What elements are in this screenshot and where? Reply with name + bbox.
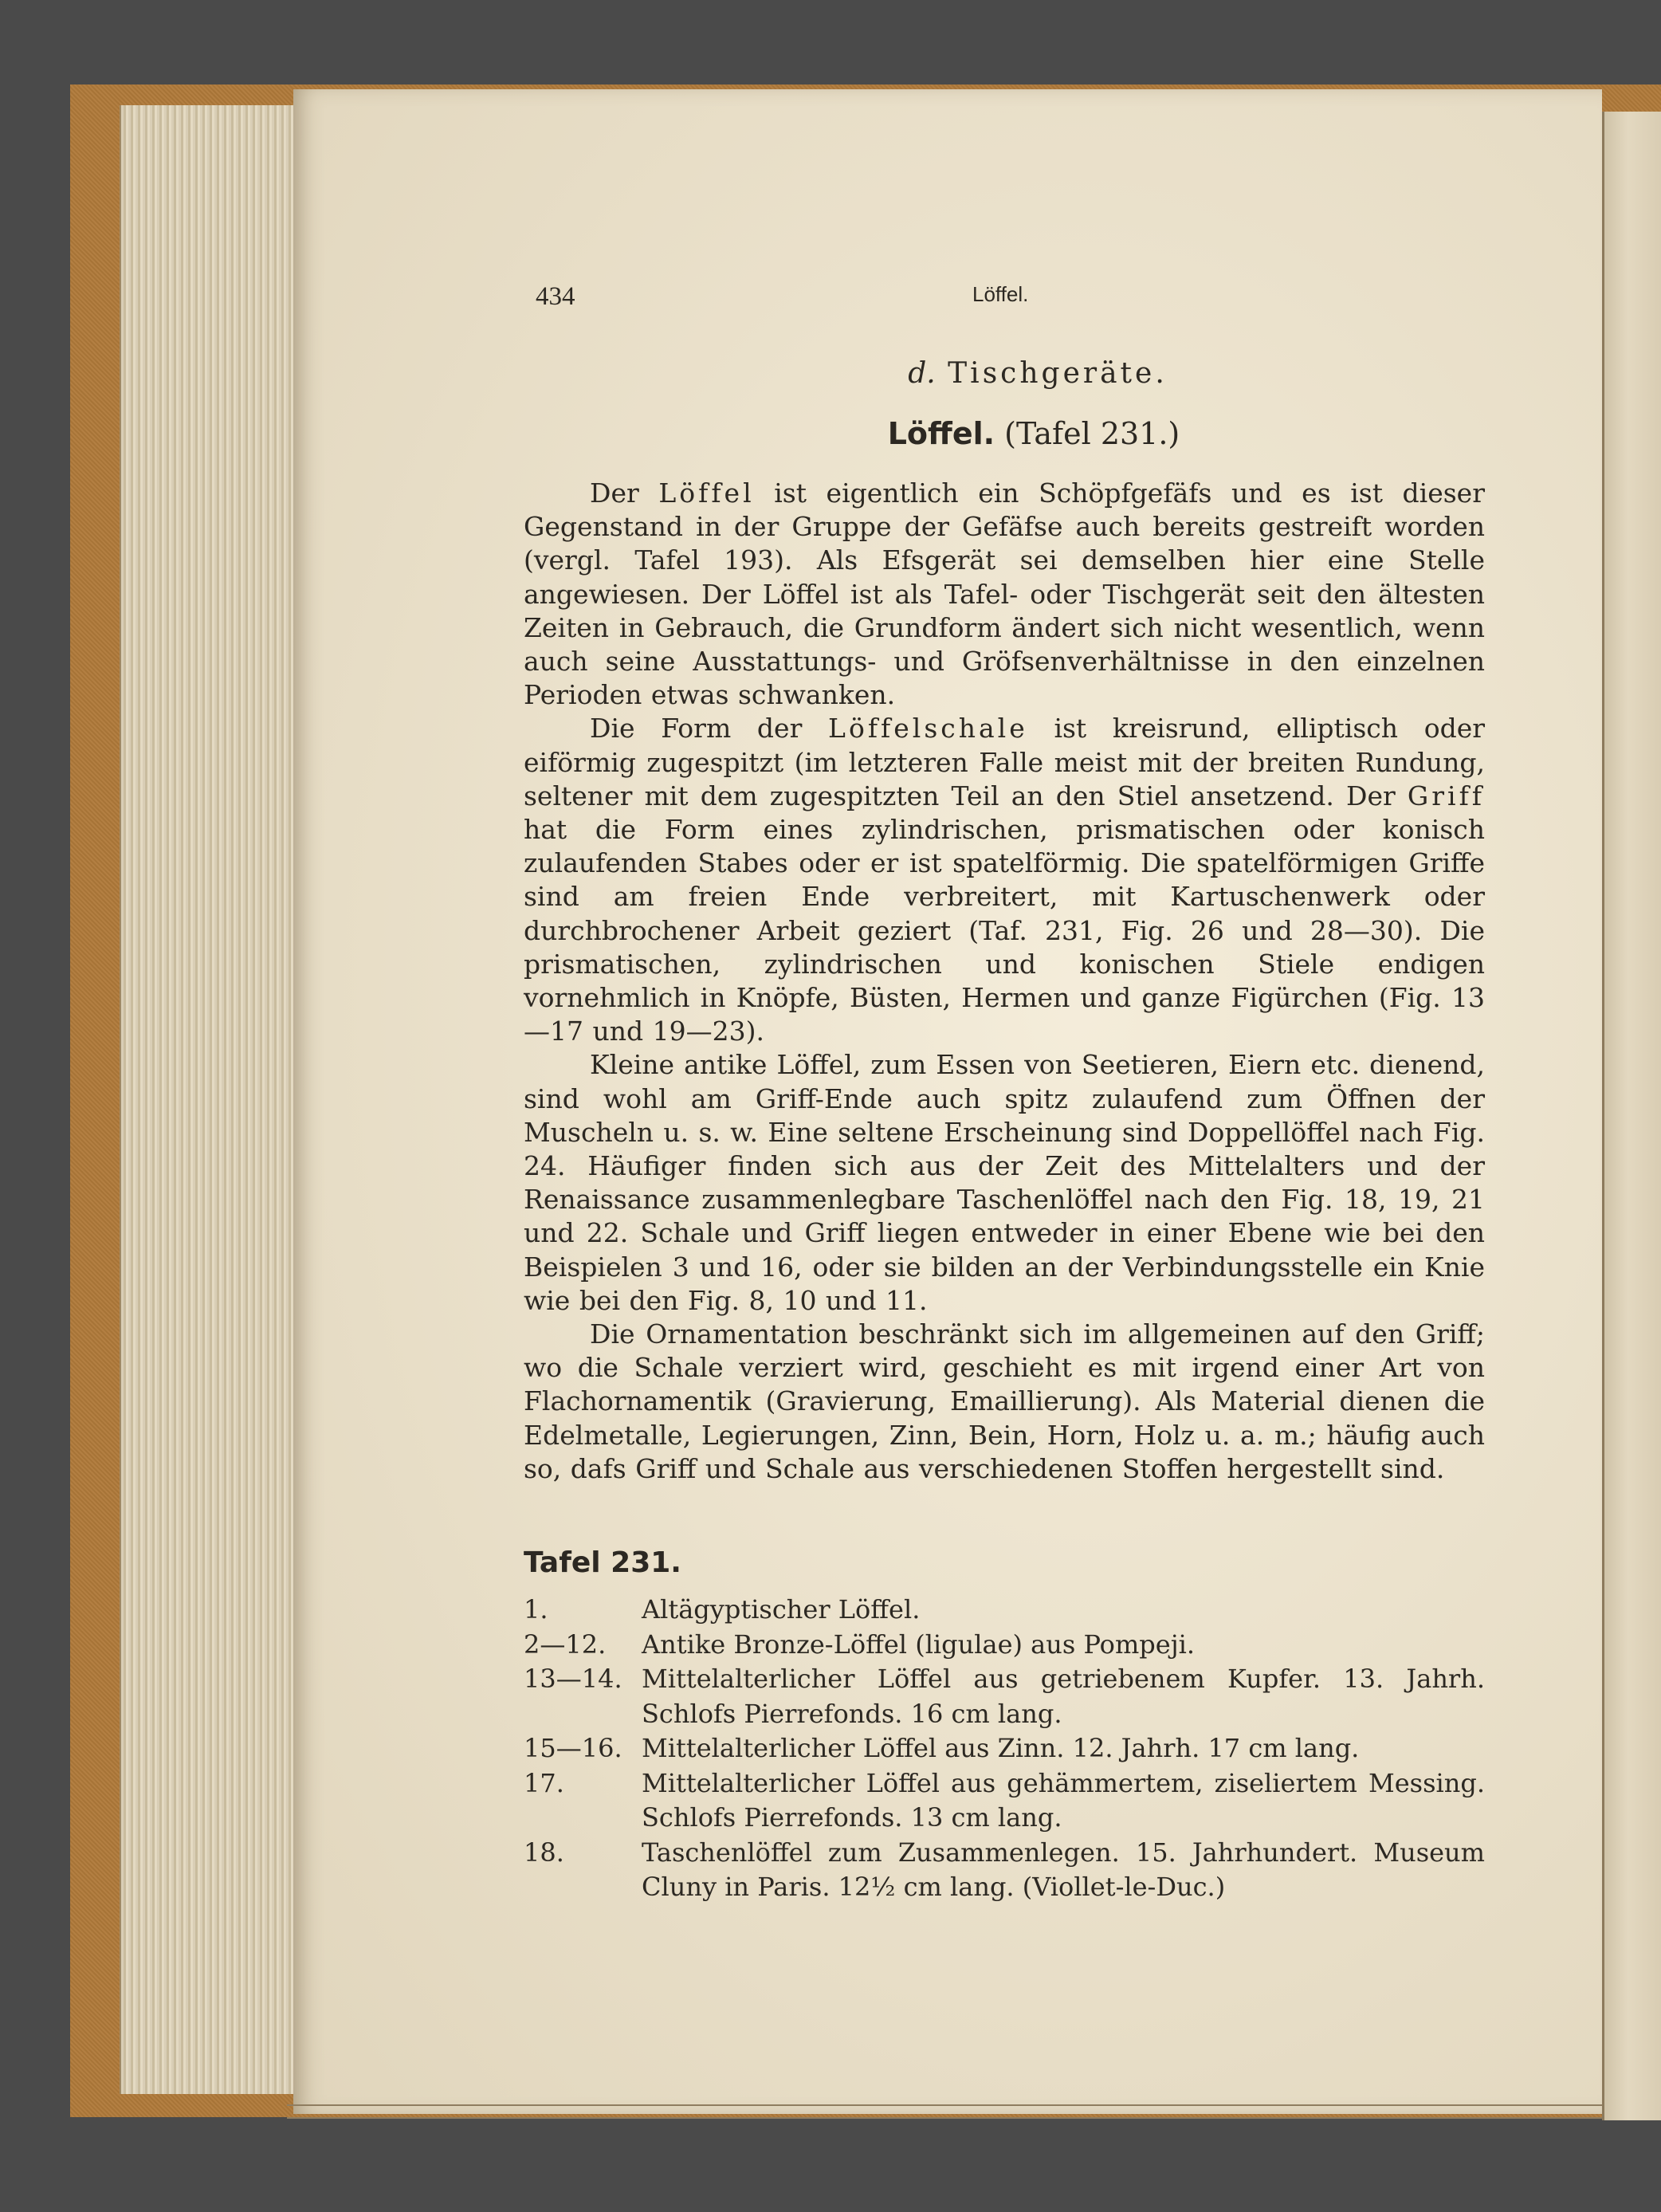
section-letter: d. <box>908 357 936 390</box>
list-item <box>524 1593 1485 1628</box>
body-text <box>524 477 1485 1486</box>
running-head <box>536 282 1484 314</box>
item-number: 2—12. <box>524 1629 607 1660</box>
plate-list <box>524 1593 1485 1905</box>
paragraph: Der Löffel ist eigentlich ein Schöpfgefäfs und es ist dieser Gegenstand in der Gruppe der Gefäfse auch bereits gestreift worden (vergl. Tafel 193). Als Efsgerät sei demselben hier eine Stelle angewiesen. Der Löffel ist als Tafel- oder Tischgerät seit den ältesten Zeiten in Gebrauch, die Grundform ändert sich nicht wesentlich, wenn auch seine Ausstattungs- und Gröfsenverhältnisse in den einzelnen Perioden etwas schwanken. <box>524 477 1485 711</box>
item-text: Mittelalterlicher Löffel aus getriebenem Kupfer. 13. Jahrh. Schlofs Pierrefonds. 16 cm lang. <box>642 1664 1485 1729</box>
list-item <box>524 1628 1485 1663</box>
article-title-main: Löffel. <box>887 416 995 451</box>
list-item <box>524 1766 1485 1836</box>
item-number: 17. <box>524 1767 564 1798</box>
item-text: Mittelalterlicher Löffel aus gehämmertem, ziseliertem Messing. Schlofs Pierrefonds. 13 cm lang. <box>642 1767 1485 1833</box>
spaced-term: Löffel <box>658 477 755 509</box>
page-number: 434 <box>536 282 575 311</box>
list-item <box>524 1836 1485 1905</box>
item-text: Antike Bronze-Löffel (ligulae) aus Pompeji. <box>642 1629 1196 1660</box>
page-bottom-edge <box>287 2104 1602 2119</box>
spaced-term: Griff <box>1407 780 1485 811</box>
item-text: Mittelalterlicher Löffel aus Zinn. 12. Jahrh. 17 cm lang. <box>642 1733 1360 1763</box>
spaced-term: Löffelschale <box>828 713 1028 745</box>
section-heading <box>536 357 1484 390</box>
item-text: Taschenlöffel zum Zusammenlegen. 15. Jahrhundert. Museum Cluny in Paris. 12½ cm lang. (Viollet-le-Duc.) <box>642 1837 1485 1902</box>
article-title-sub: (Tafel 231.) <box>1004 416 1180 451</box>
paragraph: Kleine antike Löffel, zum Essen von Seetieren, Eiern etc. dienend, sind wohl am Griff-Ende auch spitz zulaufend zum Öffnen der Muscheln u. s. w. Eine seltene Erscheinung sind Doppellöffel nach Fig. 24. Häufiger finden sich aus der Zeit des Mittelalters und der Renaissance zusammenlegbare Taschenlöffel nach den Fig. 18, 19, 21 und 22. Schale und Griff liegen entweder in einer Ebene wie bei den Beispielen 3 und 16, oder sie bilden an der Verbindungsstelle ein Knie wie bei den Fig. 8, 10 und 11. <box>524 1049 1485 1316</box>
list-item <box>524 1662 1485 1731</box>
paragraph: Die Form der Löffelschale ist kreisrund, elliptisch oder eiförmig zugespitzt (im letzteren Falle meist mit der breiten Rundung, seltener mit dem zugespitzten Teil an den Stiel ansetzend. Der Griff hat die Form eines zylindrischen, prismatischen oder konisch zulaufenden Stabes oder er ist spatelförmig. Die spatelförmigen Griffe sind am freien Ende verbreitert, mit Kartuschenwerk oder durchbrochener Arbeit geziert (Taf. 231, Fig. 26 und 28—30). Die prismatischen, zylindrischen und konischen Stiele endigen vornehmlich in Knöpfe, Büsten, Hermen und ganze Figürchen (Fig. 13—17 und 19—23). <box>524 713 1486 1047</box>
page-edge-right <box>1602 112 1661 2120</box>
item-number: 13—14. <box>524 1664 622 1694</box>
running-title: Löffel. <box>972 282 1029 306</box>
item-number: 18. <box>524 1837 564 1868</box>
list-item <box>524 1731 1485 1766</box>
plate-heading: Tafel 231. <box>524 1546 681 1579</box>
section-title: Tischgeräte. <box>948 357 1168 390</box>
page-edges-left <box>120 105 304 2094</box>
item-text: Altägyptischer Löffel. <box>642 1594 921 1625</box>
paragraph: Die Ornamentation beschränkt sich im allgemeinen auf den Griff; wo die Schale verziert wird, geschieht es mit irgend einer Art von Flachornamentik (Gravierung, Emaillierung). Als Material dienen die Edelmetalle, Legierungen, Zinn, Bein, Horn, Holz u. a. m.; häufig auch so, dafs Griff und Schale aus verschiedenen Stoffen hergestellt sind. <box>524 1318 1485 1484</box>
article-title <box>536 416 1484 451</box>
item-number: 1. <box>524 1594 548 1625</box>
item-number: 15—16. <box>524 1733 622 1763</box>
